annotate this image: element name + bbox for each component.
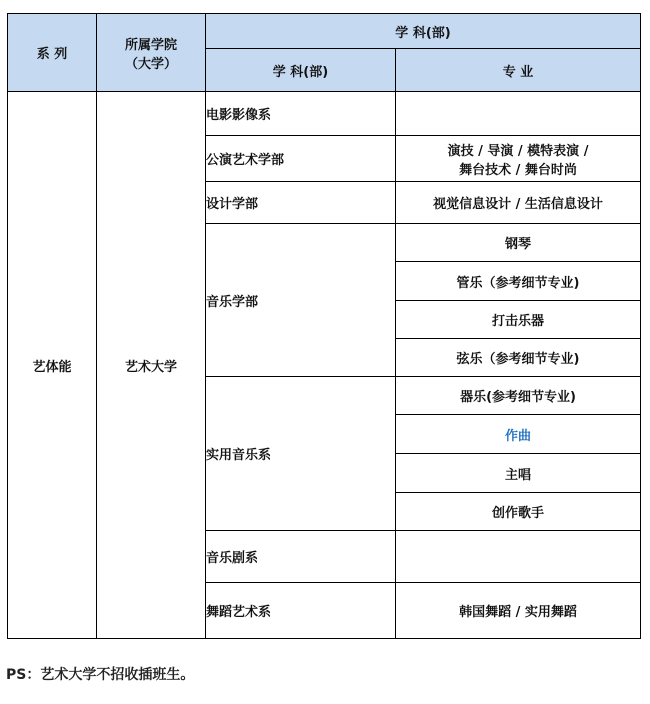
major-performance-line1: 演技 / 导演 / 模特表演 / [447,143,589,159]
dept-performance: 公演艺术学部 [206,136,396,182]
header-college-label: 所属学院 [124,37,177,53]
major-music-item: 弦乐（参考细节专业) [396,339,641,377]
major-applied-item: 创作歌手 [396,493,641,531]
header-dept-group: 学 科(部) [206,14,641,49]
college-cell: 艺术大学 [97,92,206,639]
dept-design: 设计学部 [206,182,396,224]
major-musical [396,531,641,583]
major-applied-item-composition: 作曲 [396,415,641,454]
header-college-sub: （大学） [124,56,177,72]
major-applied-item: 器乐(参考细节专业) [396,377,641,415]
header-series: 系 列 [8,14,97,92]
major-dance: 韩国舞蹈 / 实用舞蹈 [396,583,641,639]
dept-music: 音乐学部 [206,224,396,377]
ps-label: PS： [6,667,41,683]
dept-musical: 音乐剧系 [206,531,396,583]
major-applied-item: 主唱 [396,454,641,493]
major-performance [396,136,641,182]
header-dept: 学 科(部) [206,49,396,92]
major-film [396,92,641,136]
header-major: 专 业 [396,49,641,92]
major-music-item: 管乐（参考细节专业) [396,262,641,301]
major-music-item: 打击乐器 [396,301,641,339]
majors-table [7,13,641,639]
ps-text: 艺术大学不招收插班生。 [40,667,195,683]
major-music-item: 钢琴 [396,224,641,262]
dept-dance: 舞蹈艺术系 [206,583,396,639]
dept-applied-music: 实用音乐系 [206,377,396,531]
series-cell: 艺体能 [8,92,97,639]
dept-film: 电影影像系 [206,92,396,136]
header-college [97,14,206,92]
ps-note [6,664,194,684]
major-design: 视觉信息设计 / 生活信息设计 [396,182,641,224]
major-performance-line2: 舞台技术 / 舞台时尚 [459,162,577,178]
